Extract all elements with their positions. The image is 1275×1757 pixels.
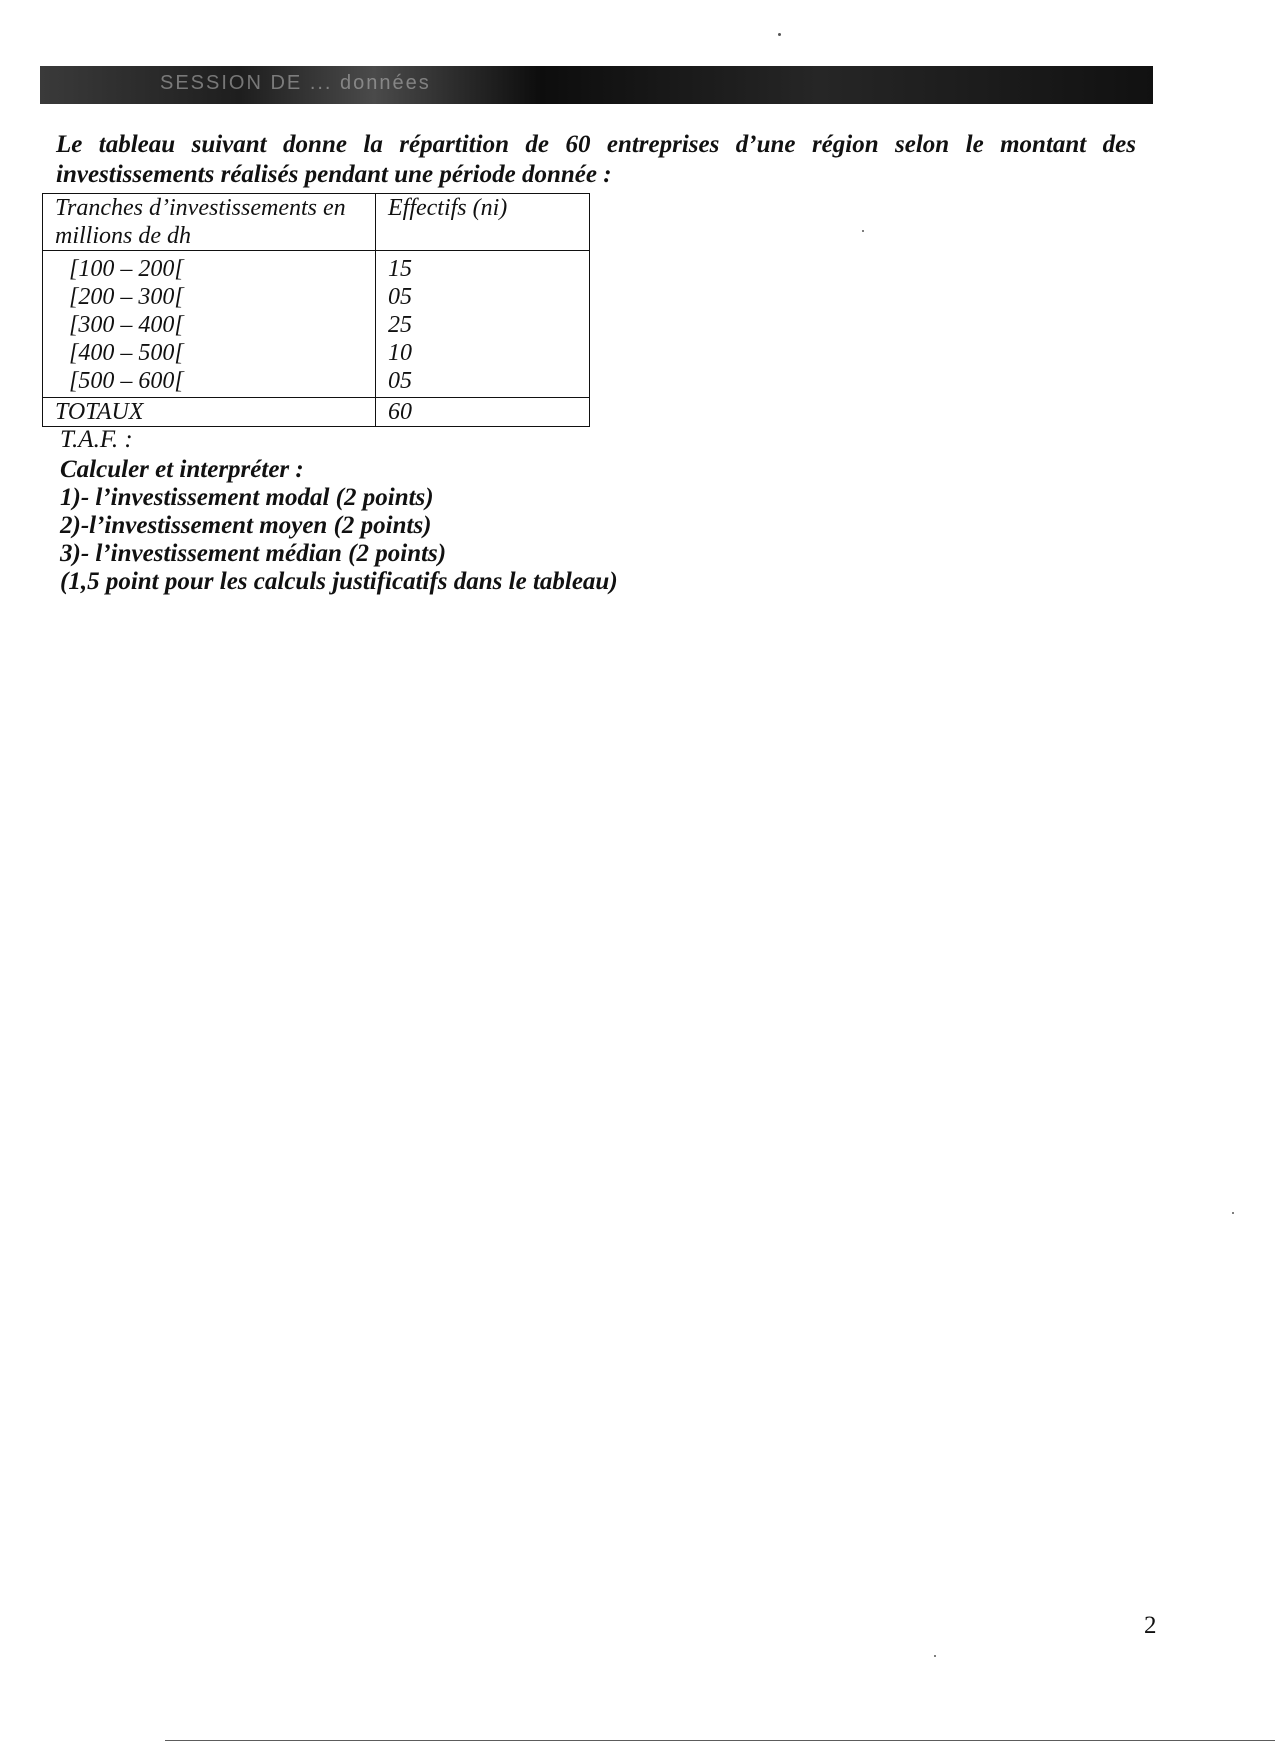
count-cell: 05 bbox=[376, 367, 590, 398]
header-text: SESSION DE ... données bbox=[160, 72, 431, 94]
total-label: TOTAUX bbox=[43, 398, 376, 427]
range-cell: [100 – 200[ bbox=[43, 251, 376, 284]
count-cell: 25 bbox=[376, 311, 590, 339]
table-row bbox=[43, 251, 590, 284]
count-cell: 05 bbox=[376, 283, 590, 311]
task-intro: Calculer et interpréter : bbox=[60, 456, 304, 483]
scan-artifact-line bbox=[165, 1740, 1275, 1741]
count-cell: 15 bbox=[376, 251, 590, 284]
scan-speck bbox=[934, 1655, 936, 1657]
task-item: 1)- l’investissement modal (2 points) bbox=[60, 484, 434, 511]
taf-label: T.A.F. : bbox=[60, 426, 133, 453]
table-total-row bbox=[43, 398, 590, 427]
scan-speck bbox=[1232, 1212, 1234, 1214]
range-cell: [500 – 600[ bbox=[43, 367, 376, 398]
distribution-table bbox=[42, 193, 590, 427]
range-cell: [400 – 500[ bbox=[43, 339, 376, 367]
scan-speck bbox=[862, 230, 864, 232]
task-item: (1,5 point pour les calculs justificatifs dans le tableau) bbox=[60, 568, 618, 595]
total-count: 60 bbox=[376, 398, 590, 427]
table-row bbox=[43, 283, 590, 311]
task-list bbox=[60, 456, 618, 596]
range-cell: [300 – 400[ bbox=[43, 311, 376, 339]
task-item: 3)- l’investissement médian (2 points) bbox=[60, 540, 447, 567]
intro-paragraph: Le tableau suivant donne la répartition de 60 entreprises d’une région selon le montant des investissements réalisés pendant une période donnée : bbox=[56, 131, 1136, 188]
header-ranges: Tranches d’investissements en millions de dh bbox=[43, 194, 376, 251]
header-counts: Effectifs (ni) bbox=[376, 194, 590, 251]
table-row bbox=[43, 339, 590, 367]
task-item: 2)-l’investissement moyen (2 points) bbox=[60, 512, 432, 539]
scan-speck bbox=[778, 33, 781, 36]
header-banner bbox=[40, 66, 1153, 104]
table-row bbox=[43, 311, 590, 339]
count-cell: 10 bbox=[376, 339, 590, 367]
range-cell: [200 – 300[ bbox=[43, 283, 376, 311]
table-row bbox=[43, 367, 590, 398]
table-header-row bbox=[43, 194, 590, 251]
page-number: 2 bbox=[1144, 1612, 1157, 1639]
